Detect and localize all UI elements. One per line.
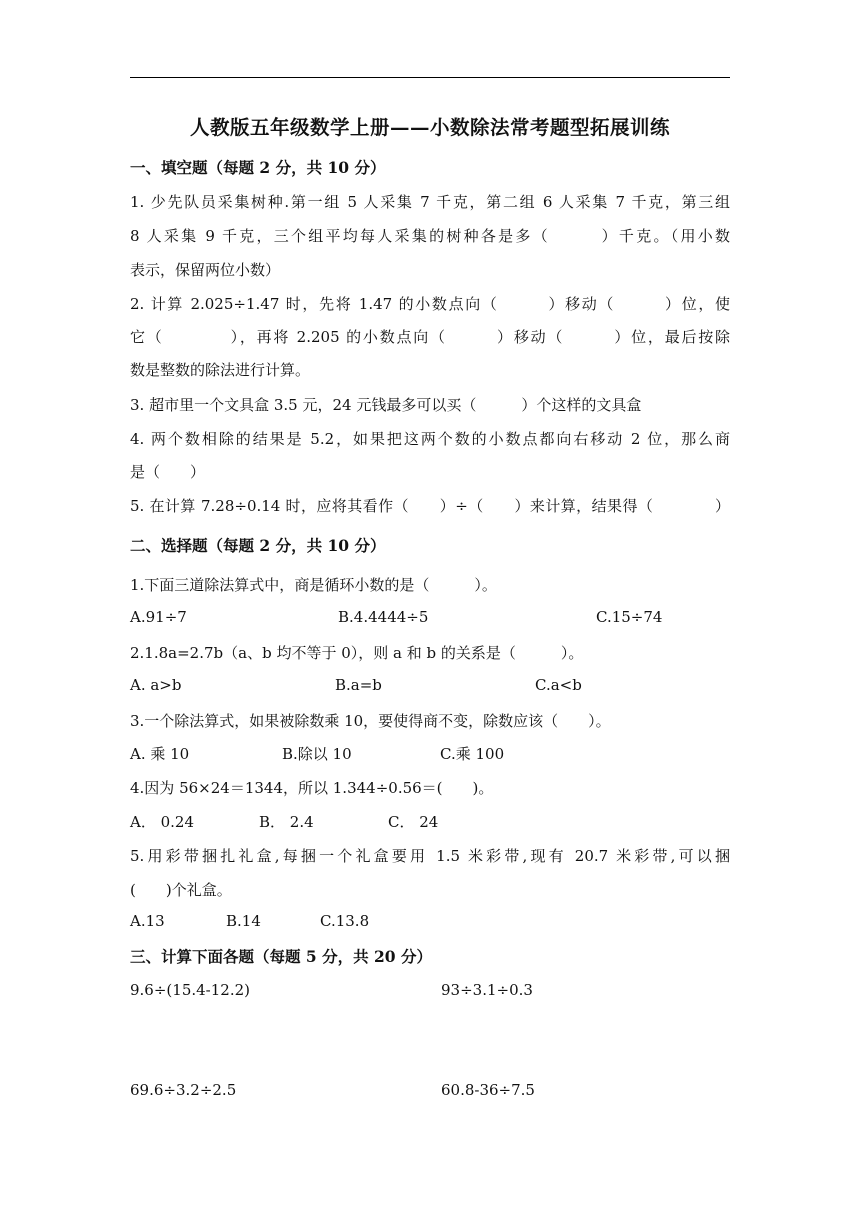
fill-q3-line1: 3. 超市里一个文具盒 3.5 元，24 元钱最多可以买（ ）个这样的文具盒 xyxy=(130,396,642,414)
choice-q5-option-a: A.13 xyxy=(130,912,165,930)
choice-q2-option-c: C.a<b xyxy=(535,676,582,694)
calc-item-3: 69.6÷3.2÷2.5 xyxy=(130,1081,237,1099)
choice-q4-option-c: C． 24 xyxy=(388,813,439,831)
fill-q5-line1: 5. 在计算 7.28÷0.14 时，应将其看作（ ）÷（ ）来计算，结果得（ ） xyxy=(130,497,730,515)
calc-item-4: 60.8-36÷7.5 xyxy=(441,1081,535,1099)
section-heading-calc: 三、计算下面各题（每题 5 分，共 20 分） xyxy=(130,947,432,966)
fill-q4-line2: 是（ ） xyxy=(130,463,206,481)
choice-q1-option-b: B.4.4444÷5 xyxy=(338,608,429,626)
fill-q4-line1: 4. 两个数相除的结果是 5.2，如果把这两个数的小数点都向右移动 2 位，那么商 xyxy=(130,430,730,448)
choice-q3-option-c: C.乘 100 xyxy=(440,745,505,763)
top-rule xyxy=(130,77,730,78)
calc-item-2: 93÷3.1÷0.3 xyxy=(441,981,533,999)
choice-q5-stem-line2: ( )个礼盒。 xyxy=(130,881,232,899)
choice-q3-stem: 3.一个除法算式，如果被除数乘 10，要使得商不变，除数应该（ ）。 xyxy=(130,712,611,730)
choice-q4-option-a: A． 0.24 xyxy=(130,813,194,831)
choice-q4-option-b: B． 2.4 xyxy=(259,813,314,831)
fill-q1-line3: 表示，保留两位小数） xyxy=(130,261,281,279)
fill-q2-line1: 2. 计算 2.025÷1.47 时，先将 1.47 的小数点向（ ）移动（ ）位，使 xyxy=(130,295,730,313)
choice-q2-option-a: A. a>b xyxy=(130,676,182,694)
section-heading-fill: 一、填空题（每题 2 分，共 10 分） xyxy=(130,158,386,177)
choice-q1-option-a: A.91÷7 xyxy=(130,608,187,626)
choice-q2-option-b: B.a=b xyxy=(335,676,382,694)
fill-q2-line3: 数是整数的除法进行计算。 xyxy=(130,361,311,379)
calc-item-1: 9.6÷(15.4-12.2) xyxy=(130,981,250,999)
choice-q5-stem-line1: 5.用彩带捆扎礼盒,每捆一个礼盒要用 1.5 米彩带,现有 20.7 米彩带,可以捆 xyxy=(130,847,730,865)
fill-q1-line1: 1. 少先队员采集树种.第一组 5 人采集 7 千克，第二组 6 人采集 7 千克，第三组 xyxy=(130,193,730,211)
choice-q5-option-c: C.13.8 xyxy=(320,912,370,930)
choice-q4-stem: 4.因为 56×24＝1344，所以 1.344÷0.56＝( )。 xyxy=(130,779,494,797)
choice-q2-stem: 2.1.8a=2.7b（a、b 均不等于 0），则 a 和 b 的关系是（ ）。 xyxy=(130,644,584,662)
section-heading-choice: 二、选择题（每题 2 分，共 10 分） xyxy=(130,536,386,555)
fill-q1-line2: 8 人采集 9 千克，三个组平均每人采集的树种各是多（ ）千克。（用小数 xyxy=(130,227,730,245)
choice-q5-option-b: B.14 xyxy=(226,912,261,930)
choice-q3-option-b: B.除以 10 xyxy=(282,745,352,763)
page-title: 人教版五年级数学上册——小数除法常考题型拓展训练 xyxy=(189,116,670,139)
choice-q1-stem: 1.下面三道除法算式中，商是循环小数的是（ ）。 xyxy=(130,576,497,594)
choice-q3-option-a: A. 乘 10 xyxy=(130,745,190,763)
fill-q2-line2: 它（ ），再将 2.205 的小数点向（ ）移动（ ）位，最后按除 xyxy=(130,328,730,346)
choice-q1-option-c: C.15÷74 xyxy=(596,608,663,626)
